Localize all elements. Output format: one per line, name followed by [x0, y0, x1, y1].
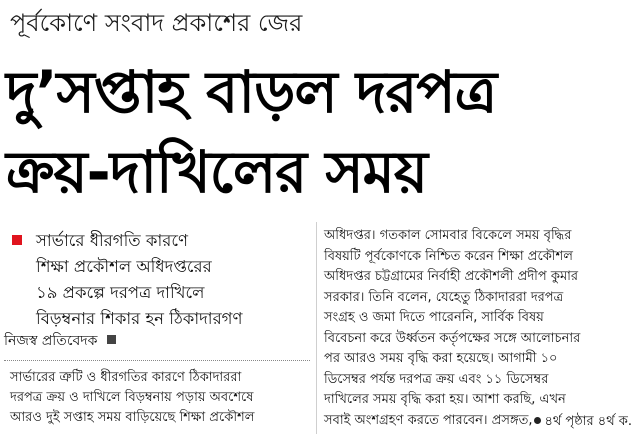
headline-line-2: ক্রয়-দাখিলের সময়: [6, 138, 428, 206]
column-rule: [4, 360, 310, 361]
kicker-line: পূর্বকোণে সংবাদ প্রকাশের জের: [10, 9, 303, 37]
summary-line-1: সার্ভারে ধীরগতি কারণে: [36, 231, 188, 250]
summary-highlight: [6, 228, 310, 332]
red-square-bullet-icon: [12, 235, 22, 245]
body-left-line-2: দরপত্র ক্রয় ও দাখিলে বিড়ম্বনায় পড়ায় অবশেষে: [10, 390, 254, 405]
dot-icon: [534, 417, 541, 424]
column-divider: [316, 222, 317, 434]
summary-line-4: বিড়ম্বনার শিকার হন ঠিকাদারগণ: [36, 309, 243, 328]
body-left-line-1: সার্ভারের ত্রুটি ও ধীরগতির কারণে ঠিকাদাররা: [10, 370, 242, 385]
summary-block: [6, 228, 310, 332]
body-right-line-2: বিষয়টি পূর্বকোণকে নিশ্চিত করেন শিক্ষা প্রকৌশল: [324, 248, 573, 264]
body-column-left: [10, 368, 310, 428]
body-right-line-6: বিবেচনা করে উর্ধ্বতন কর্তৃপক্ষের সঙ্গে আলোচনার: [324, 330, 581, 346]
summary-line-3: ১৯ প্রকল্পে দরপত্র দাখিলে: [36, 283, 205, 302]
body-right-line-8: ডিসেম্বর পর্যন্ত দরপত্র ক্রয় এবং ১১ ডিসেম্বর: [324, 371, 549, 387]
continuation-text: ৪র্থ পৃষ্ঠার ৪র্থ ক.: [544, 414, 632, 429]
body-right-line-3: অধিদপ্তর চট্টগ্রামের নির্বাহী প্রকৌশলী প্রদীপ কুমার: [324, 269, 579, 284]
body-right-line-7: পর আরও সময় বৃদ্ধি করা হয়েছে। আগামী ১০: [324, 351, 558, 366]
continuation-note: [508, 412, 632, 432]
body-right-line-1: অধিদপ্তর। গতকাল সোমবার বিকেলে সময় বৃদ্ধির: [324, 228, 572, 243]
byline-square-icon: [107, 335, 116, 344]
body-column-right: [324, 226, 630, 431]
byline-text: নিজস্ব প্রতিবেদক: [4, 333, 98, 349]
body-right-line-5: সংগ্রহ ও জমা দিতে পারেননি, সার্বিক বিষয়: [324, 310, 544, 325]
byline: [4, 330, 304, 352]
body-right-line-10: সবাই অংশগ্রহণ করতে পারবেন। প্রসঙ্গত,: [324, 412, 533, 428]
body-right-line-9: দাখিলের সময় বৃদ্ধি করা হয়। আশা করছি, এখন: [324, 392, 566, 407]
body-right-line-4: সরকার। তিনি বলেন, যেহেতু ঠিকাদাররা দরপত্র: [324, 289, 564, 305]
body-left-line-3: আরও দুই সপ্তাহ সময় বাড়িয়েছে শিক্ষা প্রকৌশল: [10, 410, 255, 425]
headline-line-1: দু’সপ্তাহ বাড়ল দরপত্র: [6, 58, 497, 126]
summary-line-2: শিক্ষা প্রকৌশল অধিদপ্তরের: [36, 257, 212, 276]
